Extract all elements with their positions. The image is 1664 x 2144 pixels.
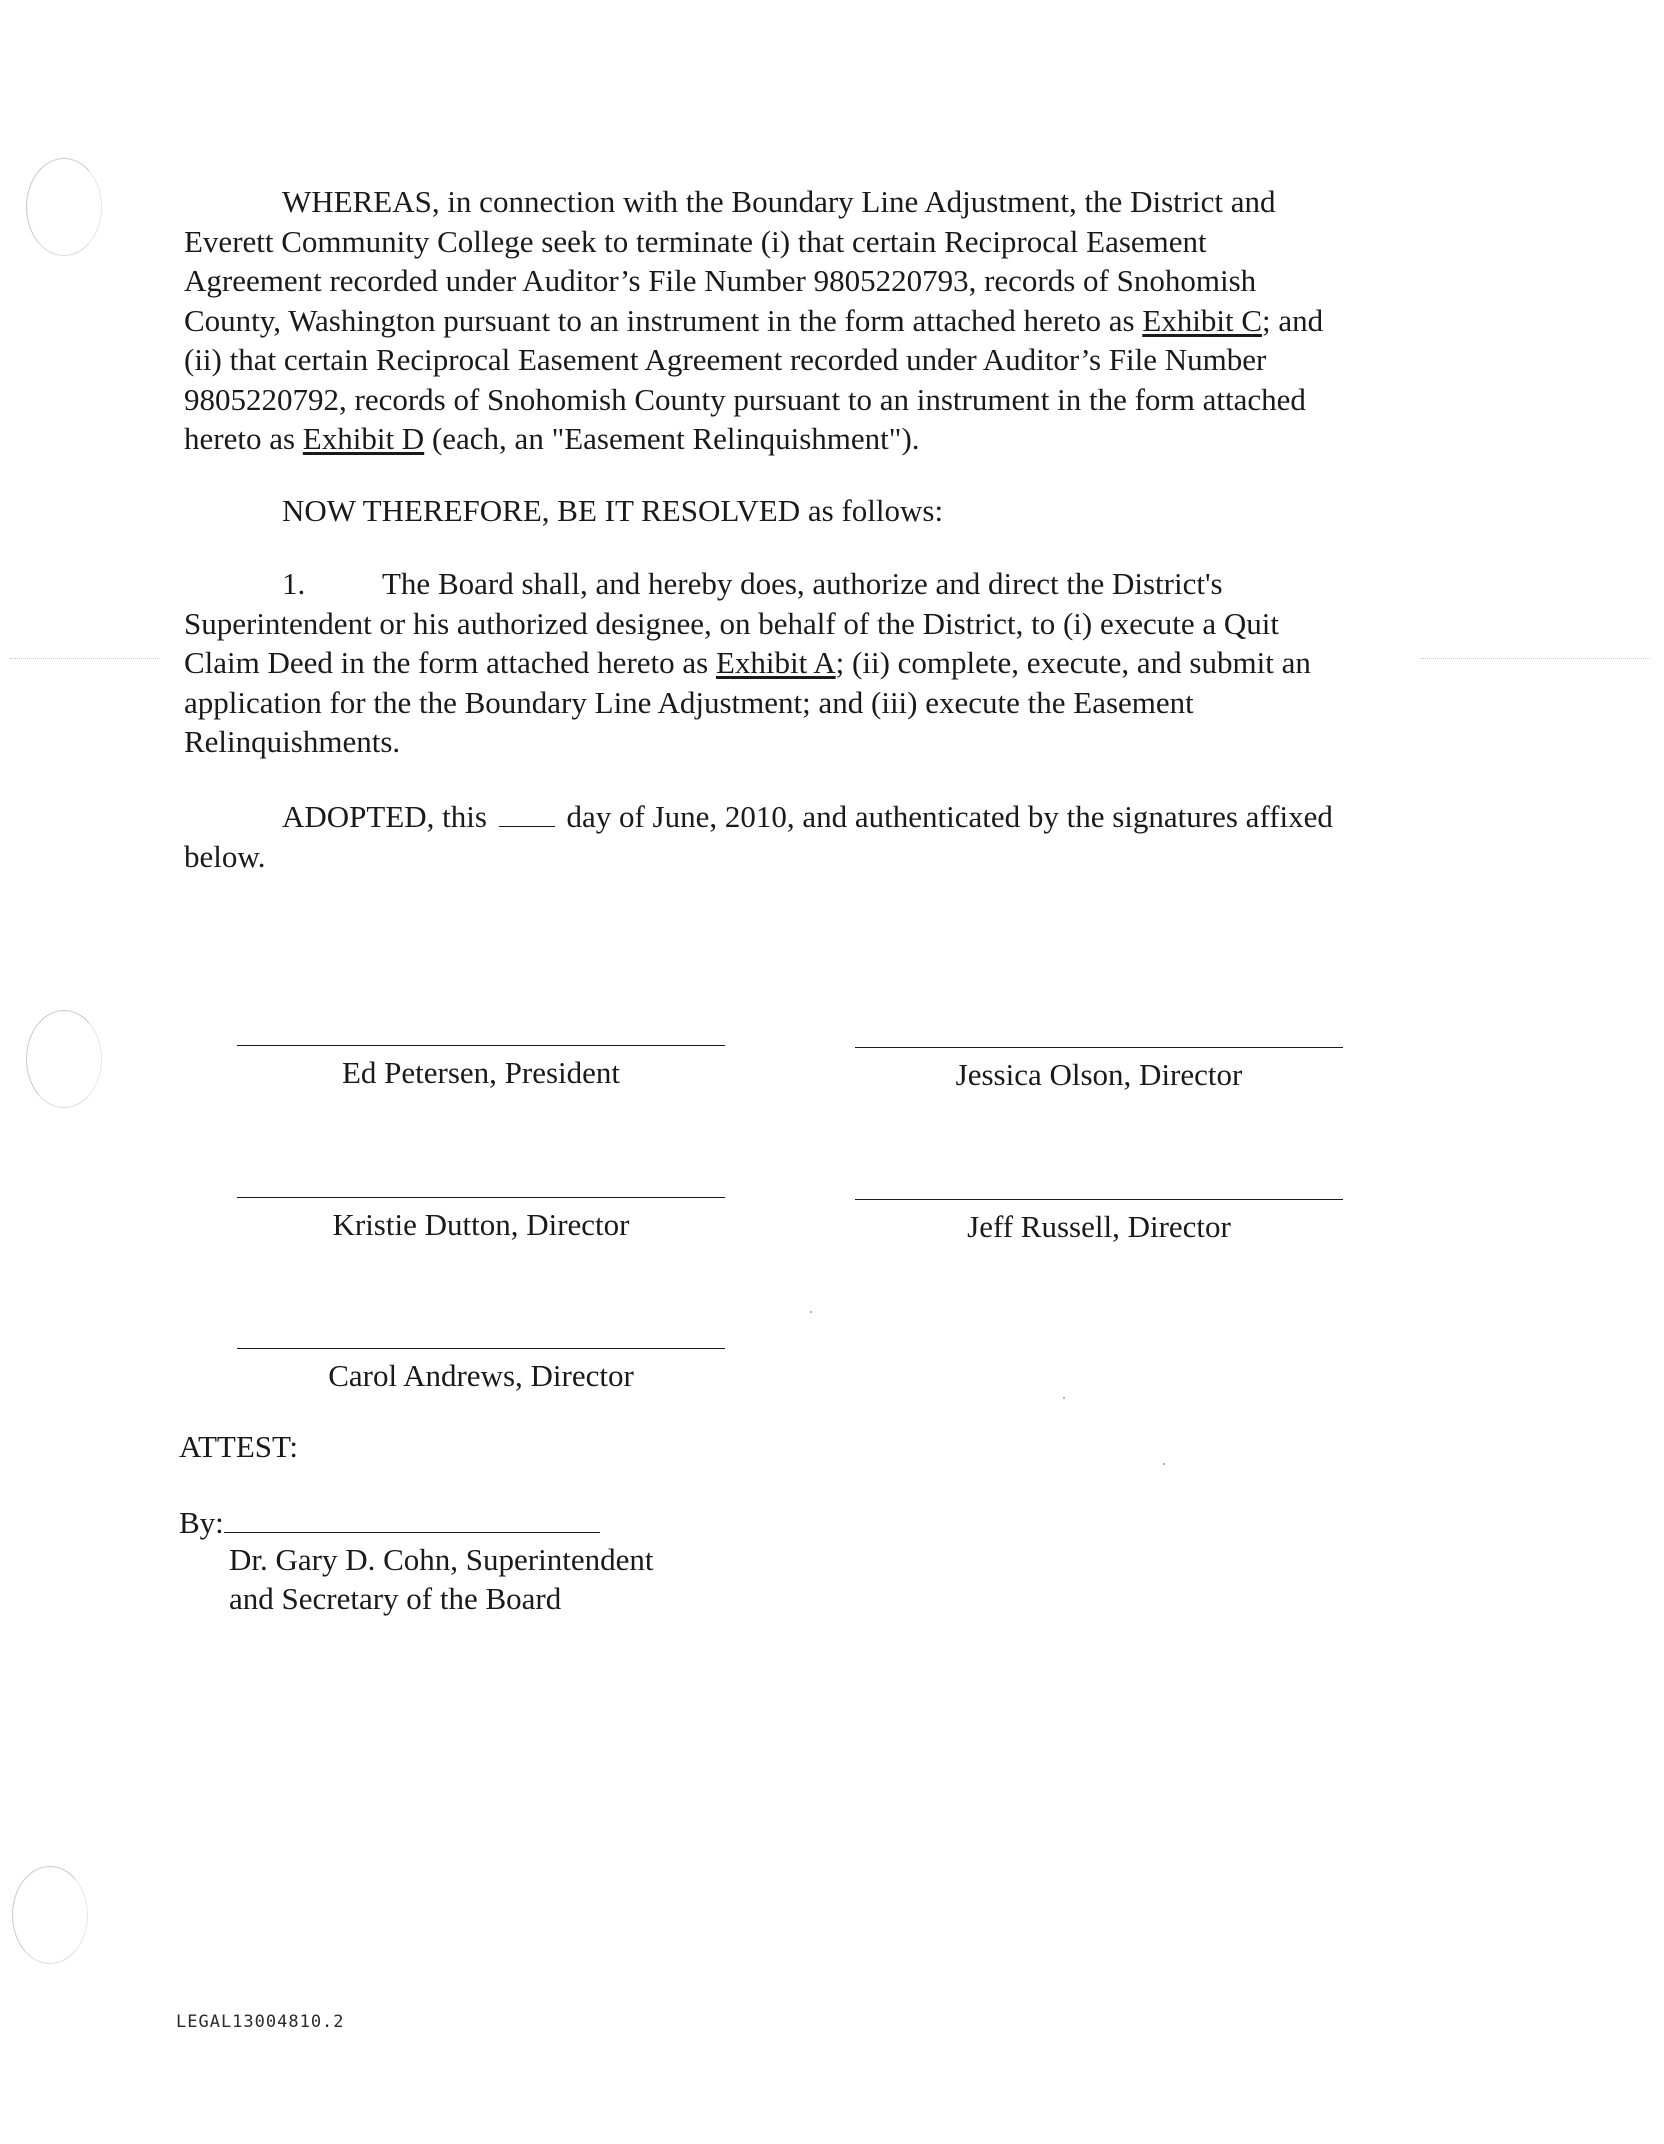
- whereas-paragraph: [184, 182, 1424, 459]
- signature-block: [237, 1045, 725, 1092]
- exhibit-d-reference: Exhibit D: [302, 421, 425, 456]
- signature-line: [237, 1348, 725, 1349]
- signatory-name: Jessica Olson, Director: [955, 1057, 1243, 1092]
- signatory-name: Carol Andrews, Director: [328, 1358, 634, 1393]
- attest-signature-line: [224, 1502, 600, 1533]
- text-line: below.: [184, 838, 266, 874]
- signatory-name: Kristie Dutton, Director: [332, 1207, 630, 1242]
- signatory-title: and Secretary of the Board: [229, 1581, 562, 1616]
- text-line: application for the the Boundary Line Adjustment; and (iii) execute the Easement: [184, 684, 1194, 720]
- signatory-title: Dr. Gary D. Cohn, Superintendent: [229, 1542, 654, 1577]
- signature-line: [237, 1045, 725, 1046]
- signatory-name: Jeff Russell, Director: [967, 1209, 1231, 1244]
- signature-line: [855, 1047, 1343, 1048]
- text-line: Superintendent or his authorized designee, on behalf of the District, to (i) execute a Quit: [184, 605, 1279, 641]
- text-line: Claim Deed in the form attached hereto as Exhibit A; (ii) complete, execute, and submit an: [184, 645, 1311, 680]
- signature-block: [237, 1348, 725, 1395]
- scan-artifact: [1420, 658, 1650, 659]
- text-line: (ii) that certain Reciprocal Easement Agreement recorded under Auditor’s File Number: [184, 342, 1267, 377]
- binder-hole: [26, 158, 102, 256]
- scan-artifact: [10, 658, 160, 659]
- attest-label: ATTEST:: [179, 1429, 299, 1464]
- signatory-name: Ed Petersen, President: [341, 1055, 621, 1090]
- scan-speck: [1063, 1397, 1065, 1399]
- text-line: Relinquishments.: [184, 724, 401, 759]
- day-blank: [499, 800, 555, 827]
- signature-line: [237, 1197, 725, 1198]
- signature-line: [855, 1199, 1343, 1200]
- signature-block: [237, 1197, 725, 1244]
- scan-speck: [1163, 1463, 1165, 1465]
- document-code: LEGAL13004810.2: [176, 2012, 345, 2032]
- text-line: 1. The Board shall, and hereby does, authorize and direct the District's: [184, 564, 1424, 604]
- text-line: County, Washington pursuant to an instrument in the form attached hereto as Exhibit C; and: [184, 302, 1324, 338]
- text-line: hereto as Exhibit D (each, an "Easement Relinquishment").: [184, 421, 920, 456]
- resolution-item-1: [184, 564, 1424, 762]
- text-line: Everett Community College seek to terminate (i) that certain Reciprocal Easement: [184, 223, 1207, 259]
- binder-hole: [12, 1866, 88, 1964]
- signature-block: [855, 1047, 1343, 1094]
- attest-signatory: [229, 1540, 653, 1618]
- signature-block: [855, 1199, 1343, 1246]
- resolved-heading: NOW THEREFORE, BE IT RESOLVED as follows:: [282, 493, 944, 528]
- item-number: 1.: [282, 566, 306, 601]
- exhibit-c-reference: Exhibit C: [1142, 302, 1263, 338]
- text-line: Agreement recorded under Auditor’s File Number 9805220793, records of Snohomish: [184, 263, 1257, 298]
- binder-hole: [26, 1010, 102, 1108]
- text-line: ADOPTED, this day of June, 2010, and authenticated by the signatures affixed: [282, 799, 1333, 834]
- exhibit-a-reference: Exhibit A: [715, 645, 836, 680]
- by-label: By:: [179, 1505, 224, 1540]
- attest-by-row: [179, 1502, 600, 1542]
- adopted-paragraph: [184, 797, 1424, 876]
- scan-speck: [810, 1311, 812, 1313]
- text-line: WHEREAS, in connection with the Boundary Line Adjustment, the District and: [282, 184, 1276, 219]
- text-line: 9805220792, records of Snohomish County pursuant to an instrument in the form attached: [184, 381, 1306, 417]
